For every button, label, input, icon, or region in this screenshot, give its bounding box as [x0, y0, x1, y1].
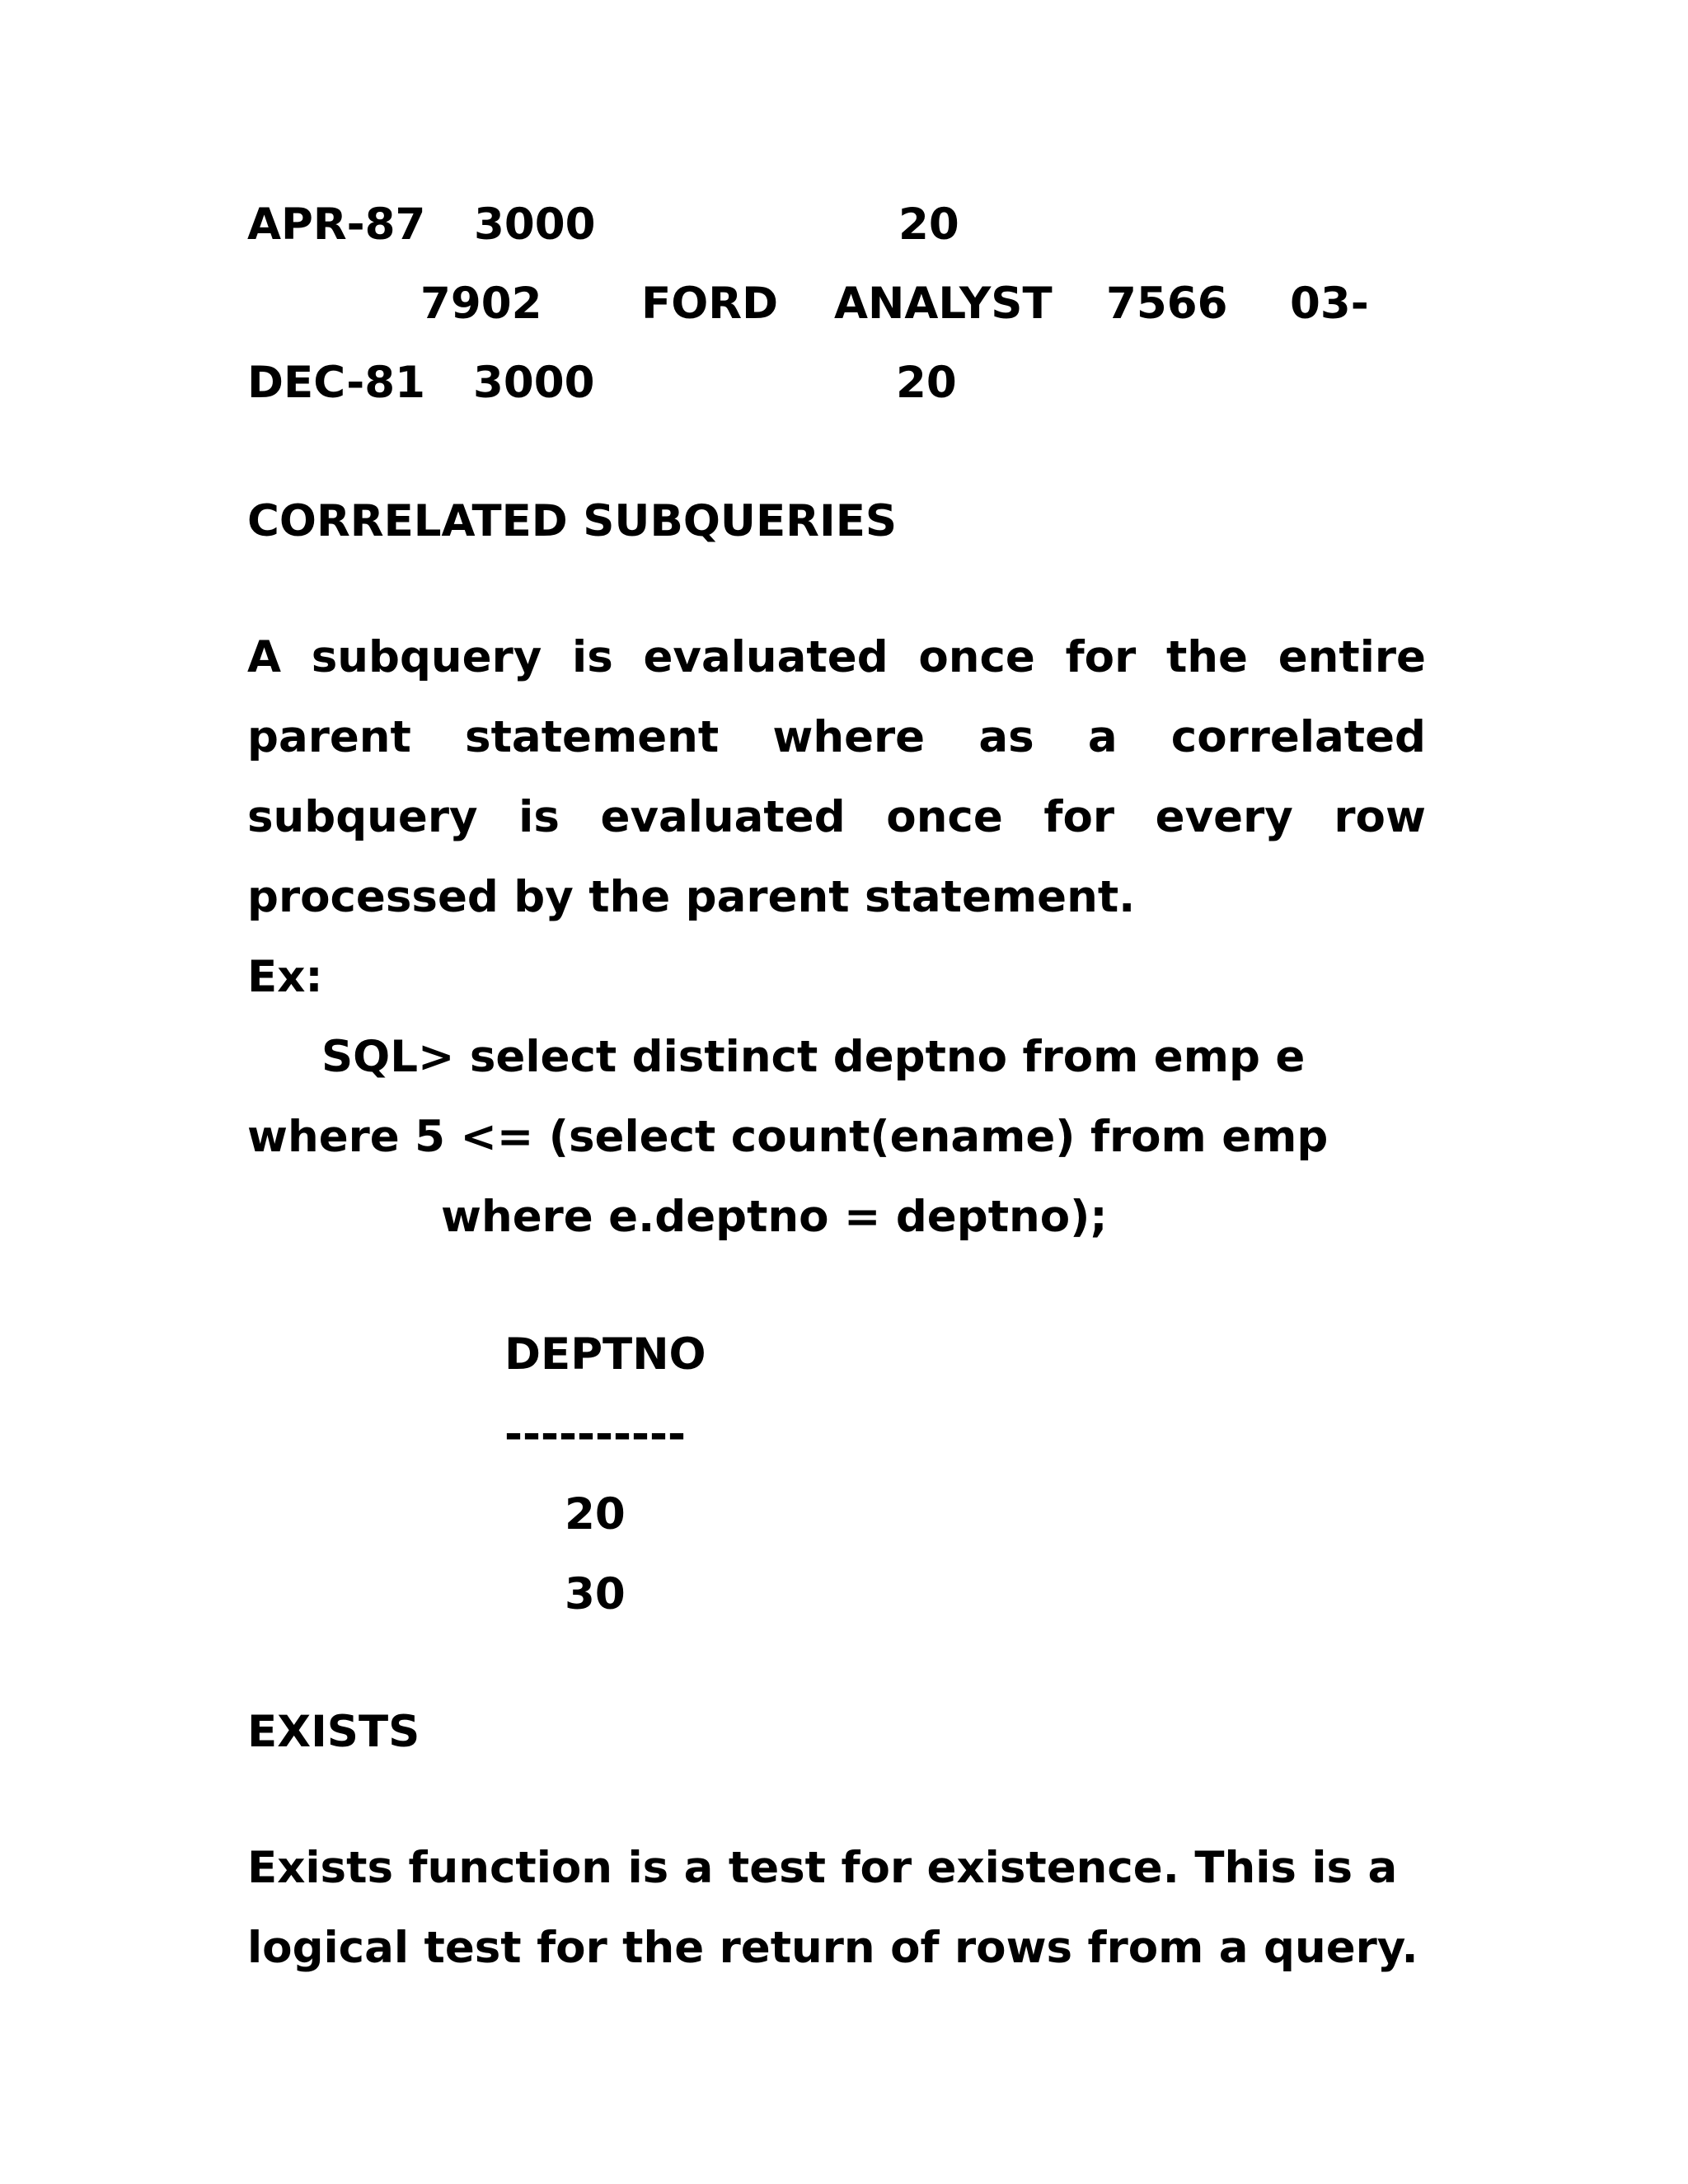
word: evaluated: [600, 792, 846, 842]
code-line-2: where 5 <= (select count(ename) from emp: [247, 1112, 1329, 1162]
word: once: [918, 632, 1035, 682]
paragraph-line-4: processed by the parent statement.: [247, 872, 1136, 922]
word: statement: [465, 712, 720, 762]
row3-hiredate: DEC-81: [247, 358, 426, 408]
section-heading-correlated-subqueries: CORRELATED SUBQUERIES: [247, 496, 898, 546]
word: parent: [247, 712, 411, 762]
word: A: [247, 632, 282, 682]
row2-job: ANALYST: [834, 279, 1053, 329]
exists-paragraph-line-2: logical test for the return of rows from a query.: [247, 1923, 1418, 1973]
row2-empno: 7902: [420, 279, 542, 329]
exists-paragraph-line-1: Exists function is a test for existence. This is a: [247, 1843, 1398, 1893]
row2-hiredate-part: 03-: [1290, 279, 1369, 329]
word: evaluated: [643, 632, 889, 682]
result-value: 20: [565, 1489, 626, 1540]
paragraph-line-2: [247, 712, 1426, 762]
paragraph-line-1: [247, 632, 1426, 682]
word: for: [1065, 632, 1137, 682]
word: every: [1155, 792, 1293, 842]
row3-sal: 3000: [473, 358, 595, 408]
word: correlated: [1170, 712, 1426, 762]
word: is: [518, 792, 560, 842]
example-label: Ex:: [247, 952, 323, 1002]
row1-hiredate: APR-87: [247, 199, 426, 250]
result-column-header: DEPTNO: [504, 1329, 706, 1380]
row1-deptno: 20: [898, 199, 959, 250]
word: subquery: [247, 792, 478, 842]
result-rule: ----------: [504, 1409, 686, 1460]
word: a: [1087, 712, 1118, 762]
row2-mgr: 7566: [1106, 279, 1228, 329]
word: for: [1043, 792, 1115, 842]
word: entire: [1278, 632, 1426, 682]
row1-sal: 3000: [474, 199, 596, 250]
word: as: [978, 712, 1034, 762]
word: is: [572, 632, 613, 682]
row2-ename: FORD: [641, 279, 779, 329]
word: subquery: [311, 632, 542, 682]
code-line-3: where e.deptno = deptno);: [441, 1192, 1108, 1242]
word: where: [772, 712, 926, 762]
code-line-1: SQL> select distinct deptno from emp e: [321, 1032, 1306, 1082]
row3-deptno: 20: [896, 358, 957, 408]
section-heading-exists: EXISTS: [247, 1707, 420, 1757]
paragraph-line-3: [247, 792, 1426, 842]
word: row: [1334, 792, 1426, 842]
word: the: [1165, 632, 1248, 682]
word: once: [886, 792, 1003, 842]
result-value: 30: [565, 1569, 626, 1619]
